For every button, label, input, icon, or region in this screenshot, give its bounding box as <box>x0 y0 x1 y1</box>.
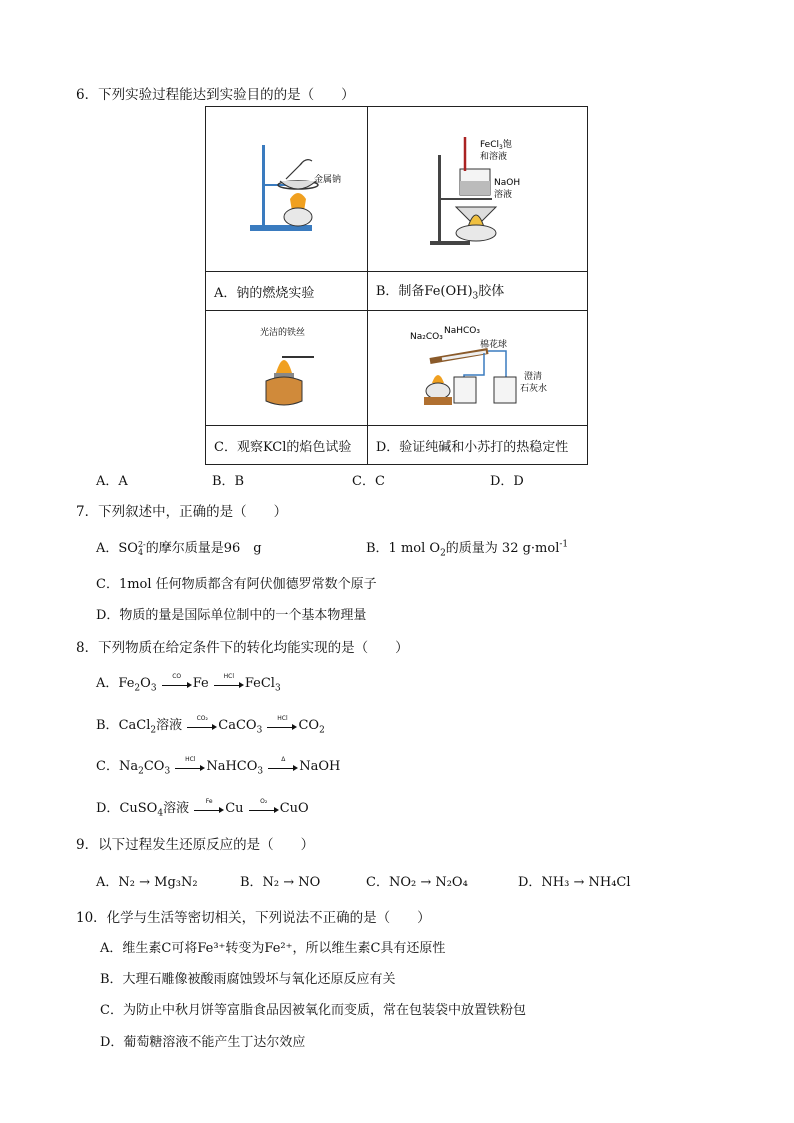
q6-option-a[interactable]: A．A <box>96 474 128 489</box>
q6-option-b[interactable]: B．B <box>212 474 245 489</box>
label-iron-wire: 光洁的铁丝 <box>260 328 306 338</box>
reaction-arrow: Fe <box>194 803 224 815</box>
q10-option-b[interactable]: B．大理石雕像被酸雨腐蚀毁坏与氧化还原反应有关 <box>100 972 396 987</box>
reaction-arrow: O₂ <box>249 803 279 815</box>
q10-option-c[interactable]: C．为防止中秋月饼等富脂食品因被氧化而变质，常在包装袋中放置铁粉包 <box>100 1003 526 1018</box>
question-6-stem: 6．下列实验过程能达到实验目的的是（ ） <box>76 87 355 103</box>
wood-block <box>424 397 452 405</box>
beaker-1 <box>454 377 476 403</box>
stand-base <box>430 241 470 245</box>
thermal-stability-figure <box>368 311 586 421</box>
label-limewater-1: 澄清 <box>523 372 542 382</box>
label-fecl3: FeCl$_3$饱 <box>479 140 512 151</box>
q7-option-a[interactable]: A．SO2- 4 的摩尔质量是96 g <box>96 539 262 557</box>
ferric-hydroxide-colloid-figure <box>368 107 586 267</box>
figure-d-cell <box>367 311 587 426</box>
question-9-stem: 9．以下过程发生还原反应的是（ ） <box>76 837 315 853</box>
label-limewater-2: 石灰水 <box>519 384 547 394</box>
option-d-label: D．验证纯碱和小苏打的热稳定性 <box>367 426 587 465</box>
figure-a-cell <box>206 107 368 272</box>
q7-option-c[interactable]: C．1mol 任何物质都含有阿伏伽德罗常数个原子 <box>96 577 377 592</box>
question-10-stem: 10．化学与生活等密切相关，下列说法不正确的是（ ） <box>76 910 431 926</box>
flame-test-figure <box>206 311 366 421</box>
label-naoh-line2: 溶液 <box>493 190 512 200</box>
question-7-stem: 7．下列叙述中，正确的是（ ） <box>76 504 288 520</box>
label-fecl3-line2: 和溶液 <box>479 152 507 162</box>
figure-c-cell <box>206 311 368 426</box>
q9-option-d[interactable]: D．NH₃ → NH₄Cl <box>518 875 631 890</box>
q8-option-d[interactable]: D．CuSO$_4$溶液 Fe Cu O₂ CuO <box>96 797 309 819</box>
reaction-arrow: HCl <box>267 720 297 732</box>
glass-rod <box>300 160 312 165</box>
alcohol-lamp <box>284 208 312 226</box>
q6-option-d[interactable]: D．D <box>490 474 524 489</box>
delivery-tube-2 <box>488 351 506 379</box>
flame <box>276 360 292 373</box>
q8-option-b[interactable]: B．CaCl$_2$溶液 CO₂ CaCO$_3$ HCl $CO_2$ <box>96 714 325 736</box>
option-a-label: A．钠的燃烧实验 <box>206 272 368 311</box>
q10-option-a[interactable]: A．维生素C可将Fe³⁺转变为Fe²⁺，所以维生素C具有还原性 <box>100 941 446 956</box>
q9-option-a[interactable]: A．N₂ → Mg₃N₂ <box>96 875 198 890</box>
alcohol-lamp <box>456 225 496 241</box>
q6-option-c[interactable]: C．C <box>352 474 385 489</box>
q7-option-b[interactable]: B．1 mol $O_2$的质量为 32 g·mol$^{-1}$ <box>366 539 569 559</box>
figure-b-cell <box>367 107 587 272</box>
alcohol-lamp <box>266 377 302 405</box>
question-8-stem: 8．下列物质在给定条件下的转化均能实现的是（ ） <box>76 640 409 656</box>
q8-option-a[interactable]: A．$Fe_2O_3$ CO Fe HCl FeCl$_3$ <box>96 672 281 694</box>
sodium-combustion-figure <box>206 107 366 267</box>
option-c-label: C．观察KCl的焰色试验 <box>206 426 368 465</box>
q9-option-b[interactable]: B．N₂ → NO <box>240 875 321 890</box>
reaction-arrow: CO <box>162 678 192 690</box>
label-sodium: 金属钠 <box>314 175 342 185</box>
option-b-label: B．制备$Fe(OH)_3$胶体 <box>367 272 587 311</box>
label-naoh: NaOH <box>493 178 520 188</box>
reaction-arrow: HCl <box>214 678 244 690</box>
reaction-arrow: HCl <box>175 761 205 773</box>
reaction-arrow: Δ <box>268 761 298 773</box>
label-na2co3: Na₂CO₃ <box>409 332 443 342</box>
reaction-arrow: CO₂ <box>187 720 217 732</box>
q9-option-c[interactable]: C．NO₂ → N₂O₄ <box>366 875 468 890</box>
label-cotton: 棉花球 <box>479 340 507 350</box>
flame <box>432 375 444 383</box>
alcohol-lamp <box>426 383 450 399</box>
tongs <box>286 163 302 179</box>
q7-option-d[interactable]: D．物质的量是国际单位制中的一个基本物理量 <box>96 608 367 623</box>
experiment-table <box>205 106 588 465</box>
label-nahco3: NaHCO₃ <box>443 326 480 336</box>
q10-option-d[interactable]: D．葡萄糖溶液不能产生丁达尔效应 <box>100 1035 306 1050</box>
q8-option-c[interactable]: C．$Na_2CO_3$ HCl NaHCO$_3$ Δ NaOH <box>96 755 341 777</box>
beaker-liquid <box>460 181 490 195</box>
beaker-2 <box>494 377 516 403</box>
